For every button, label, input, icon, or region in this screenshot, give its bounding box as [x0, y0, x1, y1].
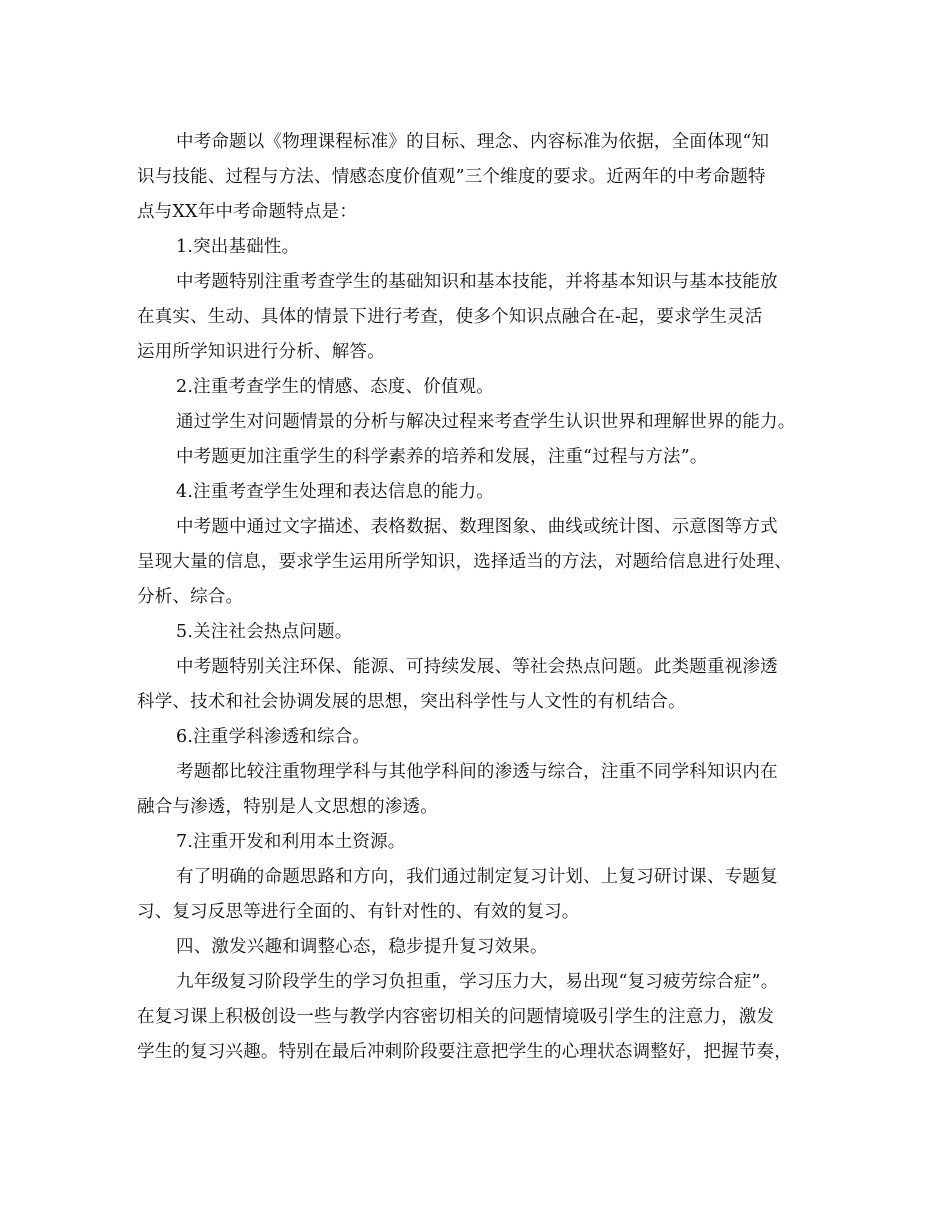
paragraph-line: 科学、技术和社会协调发展的思想，突出科学性与人文性的有机结合。	[137, 692, 686, 712]
section-heading: 6.注重学科渗透和综合。	[176, 727, 371, 747]
paragraph-line: 融合与渗透，特别是人文思想的渗透。	[137, 797, 438, 817]
paragraph-line: 识与技能、过程与方法、情感态度价值观”三个维度的要求。近两年的中考命题特	[137, 167, 766, 187]
section-heading: 四、激发兴趣和调整心态，稳步提升复习效果。	[176, 937, 548, 957]
paragraph-line: 九年级复习阶段学生的学习负担重，学习压力大，易出现“复习疲劳综合症”。	[176, 972, 779, 992]
paragraph-line: 中考题特别关注环保、能源、可持续发展、等社会热点问题。此类题重视渗透	[176, 657, 778, 677]
paragraph-line: 考题都比较注重物理学科与其他学科间的渗透与综合，注重不同学科知识内在	[176, 762, 778, 782]
paragraph-line: 中考题中通过文字描述、表格数据、数理图象、曲线或统计图、示意图等方式	[176, 517, 778, 537]
section-heading: 2.注重考查学生的情感、态度、价值观。	[176, 377, 494, 397]
paragraph-line: 在真实、生动、具体的情景下进行考查，使多个知识点融合在-起，要求学生灵活	[137, 307, 763, 327]
paragraph-line: 通过学生对问题情景的分析与解决过程来考查学生认识世界和理解世界的能力。	[176, 412, 796, 432]
paragraph-line: 中考命题以《物理课程标准》的目标、理念、内容标准为依据，全面体现“知	[176, 132, 770, 152]
paragraph-line: 中考题更加注重学生的科学素养的培养和发展，注重“过程与方法”。	[176, 447, 708, 467]
paragraph-line: 习、复习反思等进行全面的、有针对性的、有效的复习。	[137, 902, 580, 922]
section-heading: 5.关注社会热点问题。	[176, 622, 353, 642]
paragraph-line: 在复习课上积极创设一些与教学内容密切相关的问题情境吸引学生的注意力，激发	[137, 1007, 775, 1027]
paragraph-line: 点与XX年中考命题特点是：	[137, 202, 358, 222]
section-heading: 7.注重开发和利用本土资源。	[176, 832, 406, 852]
paragraph-line: 有了明确的命题思路和方向，我们通过制定复习计划、上复习研讨课、专题复	[176, 867, 778, 887]
paragraph-line: 学生的复习兴趣。特别在最后冲刺阶段要注意把学生的心理状态调整好，把握节奏，	[137, 1042, 792, 1062]
paragraph-line: 呈现大量的信息，要求学生运用所学知识，选择适当的方法，对题给信息进行处理、	[137, 552, 792, 572]
paragraph-line: 分析、综合。	[137, 587, 244, 607]
paragraph-line: 中考题特别注重考查学生的基础知识和基本技能，并将基本知识与基本技能放	[176, 272, 778, 292]
paragraph-line: 运用所学知识进行分析、解答。	[137, 342, 385, 362]
section-heading: 4.注重考查学生处理和表达信息的能力。	[176, 482, 494, 502]
section-heading: 1.突出基础性。	[176, 237, 300, 257]
